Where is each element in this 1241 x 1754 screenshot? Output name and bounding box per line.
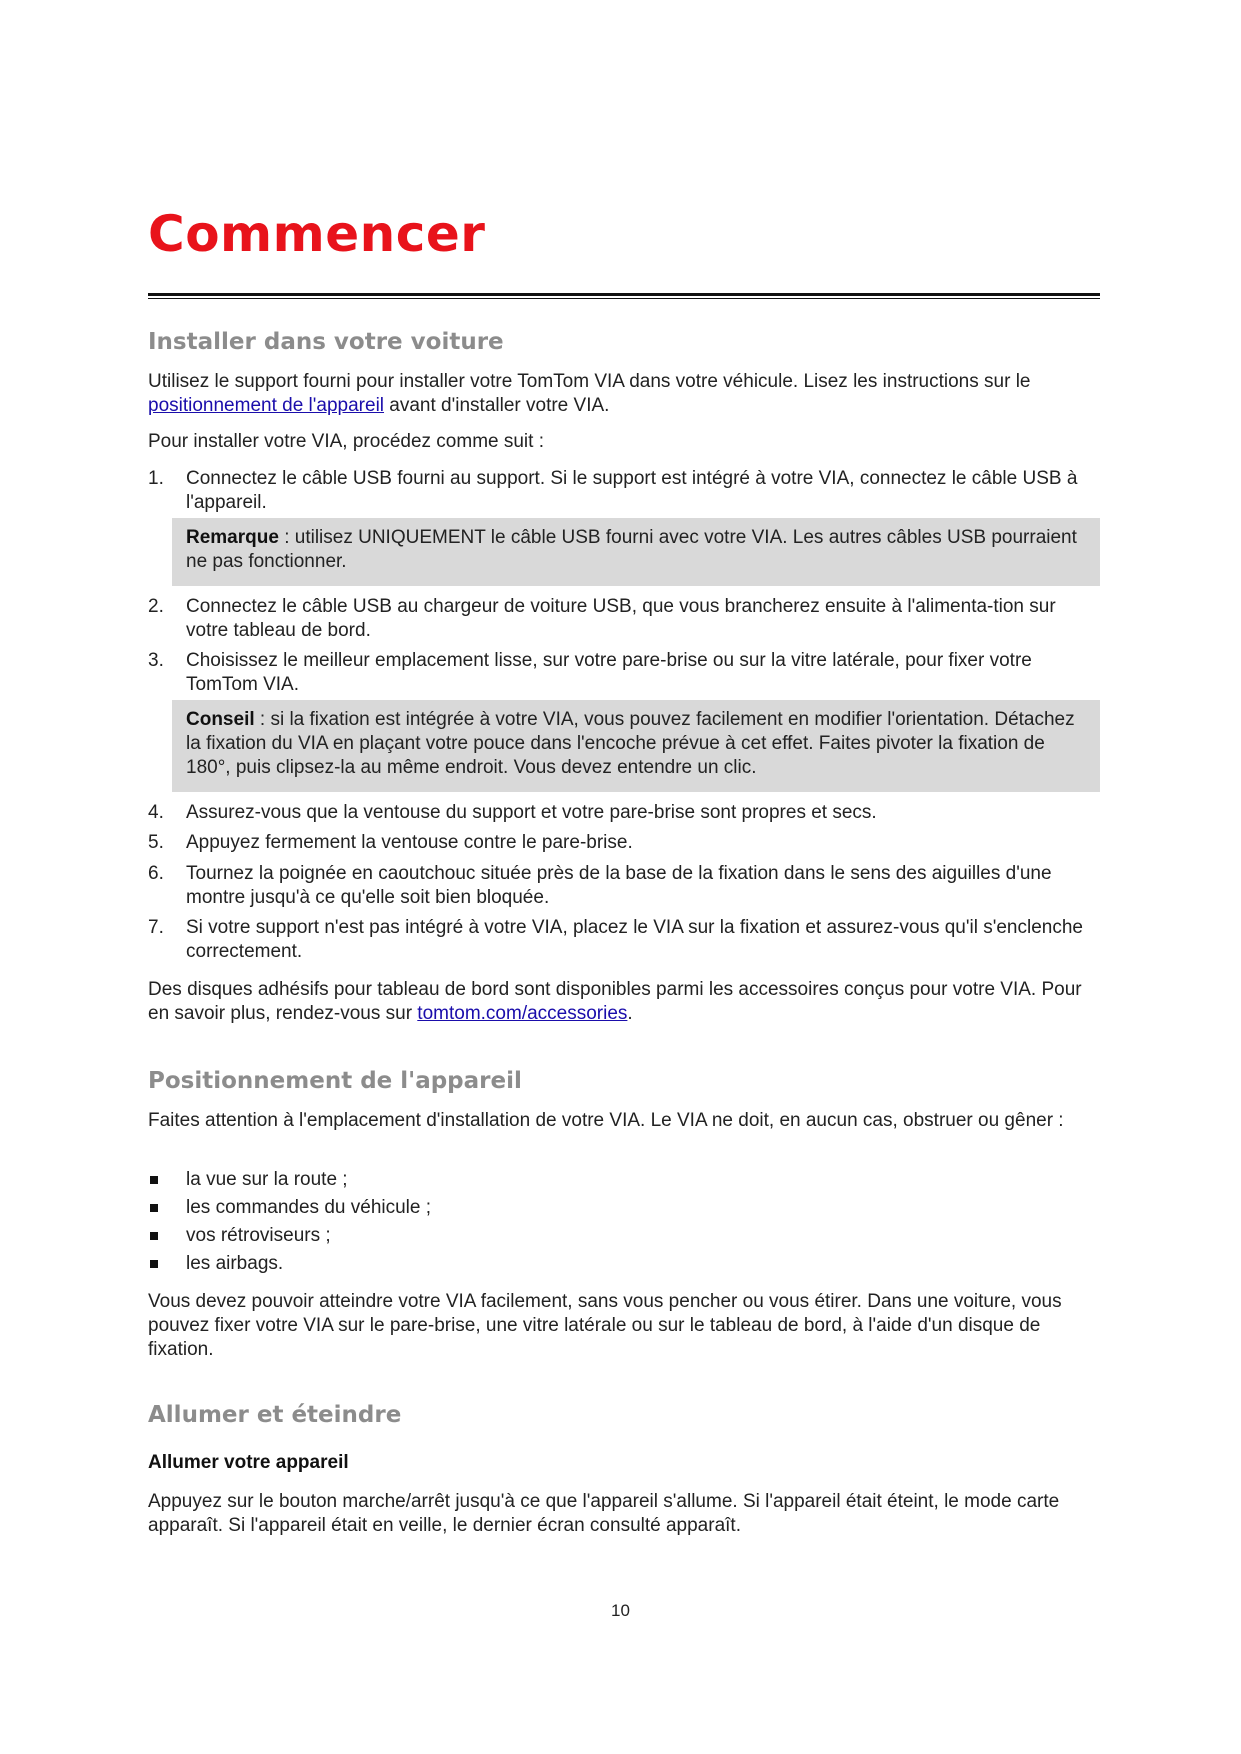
subheading-power-on: Allumer votre appareil	[148, 1452, 349, 1473]
step-number: 7.	[148, 917, 164, 938]
accessories-text-end: .	[627, 1003, 633, 1024]
title-rule-thin	[148, 298, 1100, 299]
bullet-icon	[150, 1260, 158, 1268]
step-number: 2.	[148, 596, 164, 617]
note-label: Remarque	[186, 527, 279, 548]
step-text: Appuyez fermement la ventouse contre le pare-brise.	[186, 832, 633, 853]
bullet-icon	[150, 1204, 158, 1212]
step-text: Connectez le câble USB fourni au support. Si le support est intégré à votre VIA, connectez le câble USB à l'appareil.	[186, 468, 1078, 513]
tip-text: : si la fixation est intégrée à votre VIA, vous pouvez facilement en modifier l'orientation. Détachez la fixation du VIA en plaçant votre pouce dans l'encoche prévue à cet effet. Faites pivoter la fixation de 180°, puis clipsez-la au même endroit. Vous devez entendre un clic.	[186, 709, 1075, 778]
step-number: 6.	[148, 863, 164, 884]
section-heading-power: Allumer et éteindre	[148, 1402, 402, 1428]
positioning-link[interactable]: positionnement de l'appareil	[148, 395, 385, 416]
page-number: 10	[611, 1601, 630, 1620]
list-item: la vue sur la route ;	[186, 1169, 348, 1190]
step-number: 3.	[148, 650, 164, 671]
accessories-paragraph	[148, 978, 1100, 1026]
install-intro-text-end: avant d'installer votre VIA.	[384, 395, 610, 416]
note-box	[172, 518, 1100, 586]
tip-label: Conseil	[186, 709, 255, 730]
step-text: Connectez le câble USB au chargeur de voiture USB, que vous brancherez ensuite à l'alimenta-tion sur votre tableau de bord.	[186, 596, 1056, 641]
install-intro-text: Utilisez le support fourni pour installer votre TomTom VIA dans votre véhicule. Lisez les instructions sur le	[148, 371, 1031, 392]
step-number: 1.	[148, 468, 164, 489]
step-number: 5.	[148, 832, 164, 853]
page-title: Commencer	[148, 205, 486, 263]
bullet-icon	[150, 1176, 158, 1184]
power-on-text: Appuyez sur le bouton marche/arrêt jusqu'à ce que l'appareil s'allume. Si l'appareil était éteint, le mode carte apparaît. Si l'appareil était en veille, le dernier écran consulté apparaît.	[148, 1491, 1060, 1536]
positioning-outro: Vous devez pouvoir atteindre votre VIA facilement, sans vous pencher ou vous étirer. Dans une voiture, vous pouvez fixer votre VIA sur le pare-brise, une vitre latérale ou sur le tableau de bord, à l'aide d'un disque de fixation.	[148, 1291, 1062, 1360]
step-text: Tournez la poignée en caoutchouc située près de la base de la fixation dans le sens des aiguilles d'une montre jusqu'à ce qu'elle soit bien bloquée.	[186, 863, 1052, 908]
section-heading-install: Installer dans votre voiture	[148, 329, 504, 355]
step-text: Choisissez le meilleur emplacement lisse, sur votre pare-brise ou sur la vitre latérale, pour fixer votre TomTom VIA.	[186, 650, 1032, 695]
install-intro	[148, 370, 1100, 418]
note-text: : utilisez UNIQUEMENT le câble USB fourni avec votre VIA. Les autres câbles USB pourraient ne pas fonctionner.	[186, 527, 1077, 572]
list-item: les airbags.	[186, 1253, 284, 1274]
step-text: Si votre support n'est pas intégré à votre VIA, placez le VIA sur la fixation et assurez-vous qu'il s'enclenche correctement.	[186, 917, 1083, 962]
list-item: les commandes du véhicule ;	[186, 1197, 432, 1218]
positioning-intro: Faites attention à l'emplacement d'installation de votre VIA. Le VIA ne doit, en aucun cas, obstruer ou gêner :	[148, 1110, 1064, 1131]
tip-box	[172, 700, 1100, 792]
procedure-intro: Pour installer votre VIA, procédez comme suit :	[148, 431, 544, 452]
title-rule	[148, 293, 1100, 296]
step-text: Assurez-vous que la ventouse du support et votre pare-brise sont propres et secs.	[186, 802, 877, 823]
bullet-icon	[150, 1232, 158, 1240]
step-number: 4.	[148, 802, 164, 823]
accessories-link[interactable]: tomtom.com/accessories	[417, 1003, 628, 1024]
list-item: vos rétroviseurs ;	[186, 1225, 331, 1246]
section-heading-positioning: Positionnement de l'appareil	[148, 1068, 522, 1094]
accessories-text: Des disques adhésifs pour tableau de bord sont disponibles parmi les accessoires conçus pour votre VIA. Pour en savoir plus, rendez-vous sur	[148, 979, 1082, 1024]
